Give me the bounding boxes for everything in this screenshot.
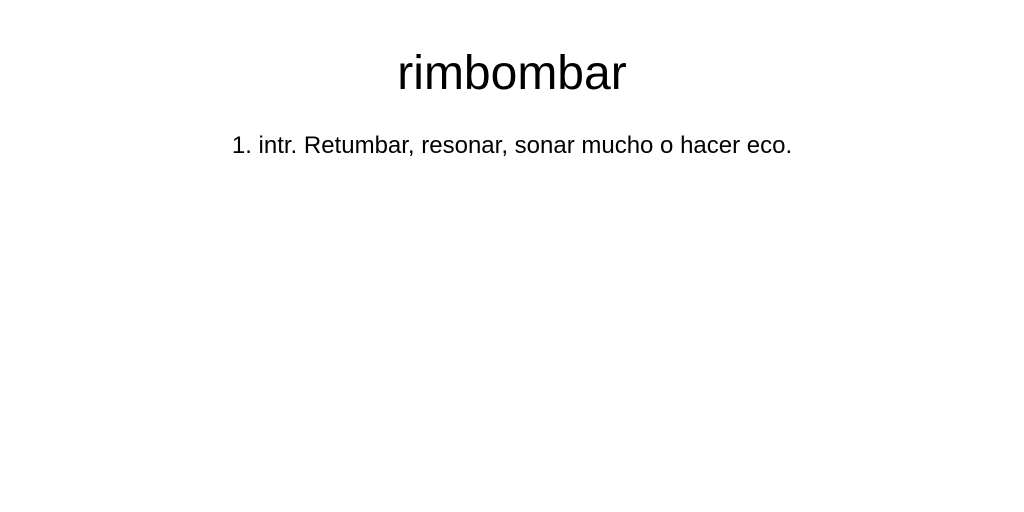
entry-word: rimbombar: [397, 47, 627, 100]
definition-1: 1. intr. Retumbar, resonar, sonar mucho o hacer eco.: [231, 132, 793, 159]
